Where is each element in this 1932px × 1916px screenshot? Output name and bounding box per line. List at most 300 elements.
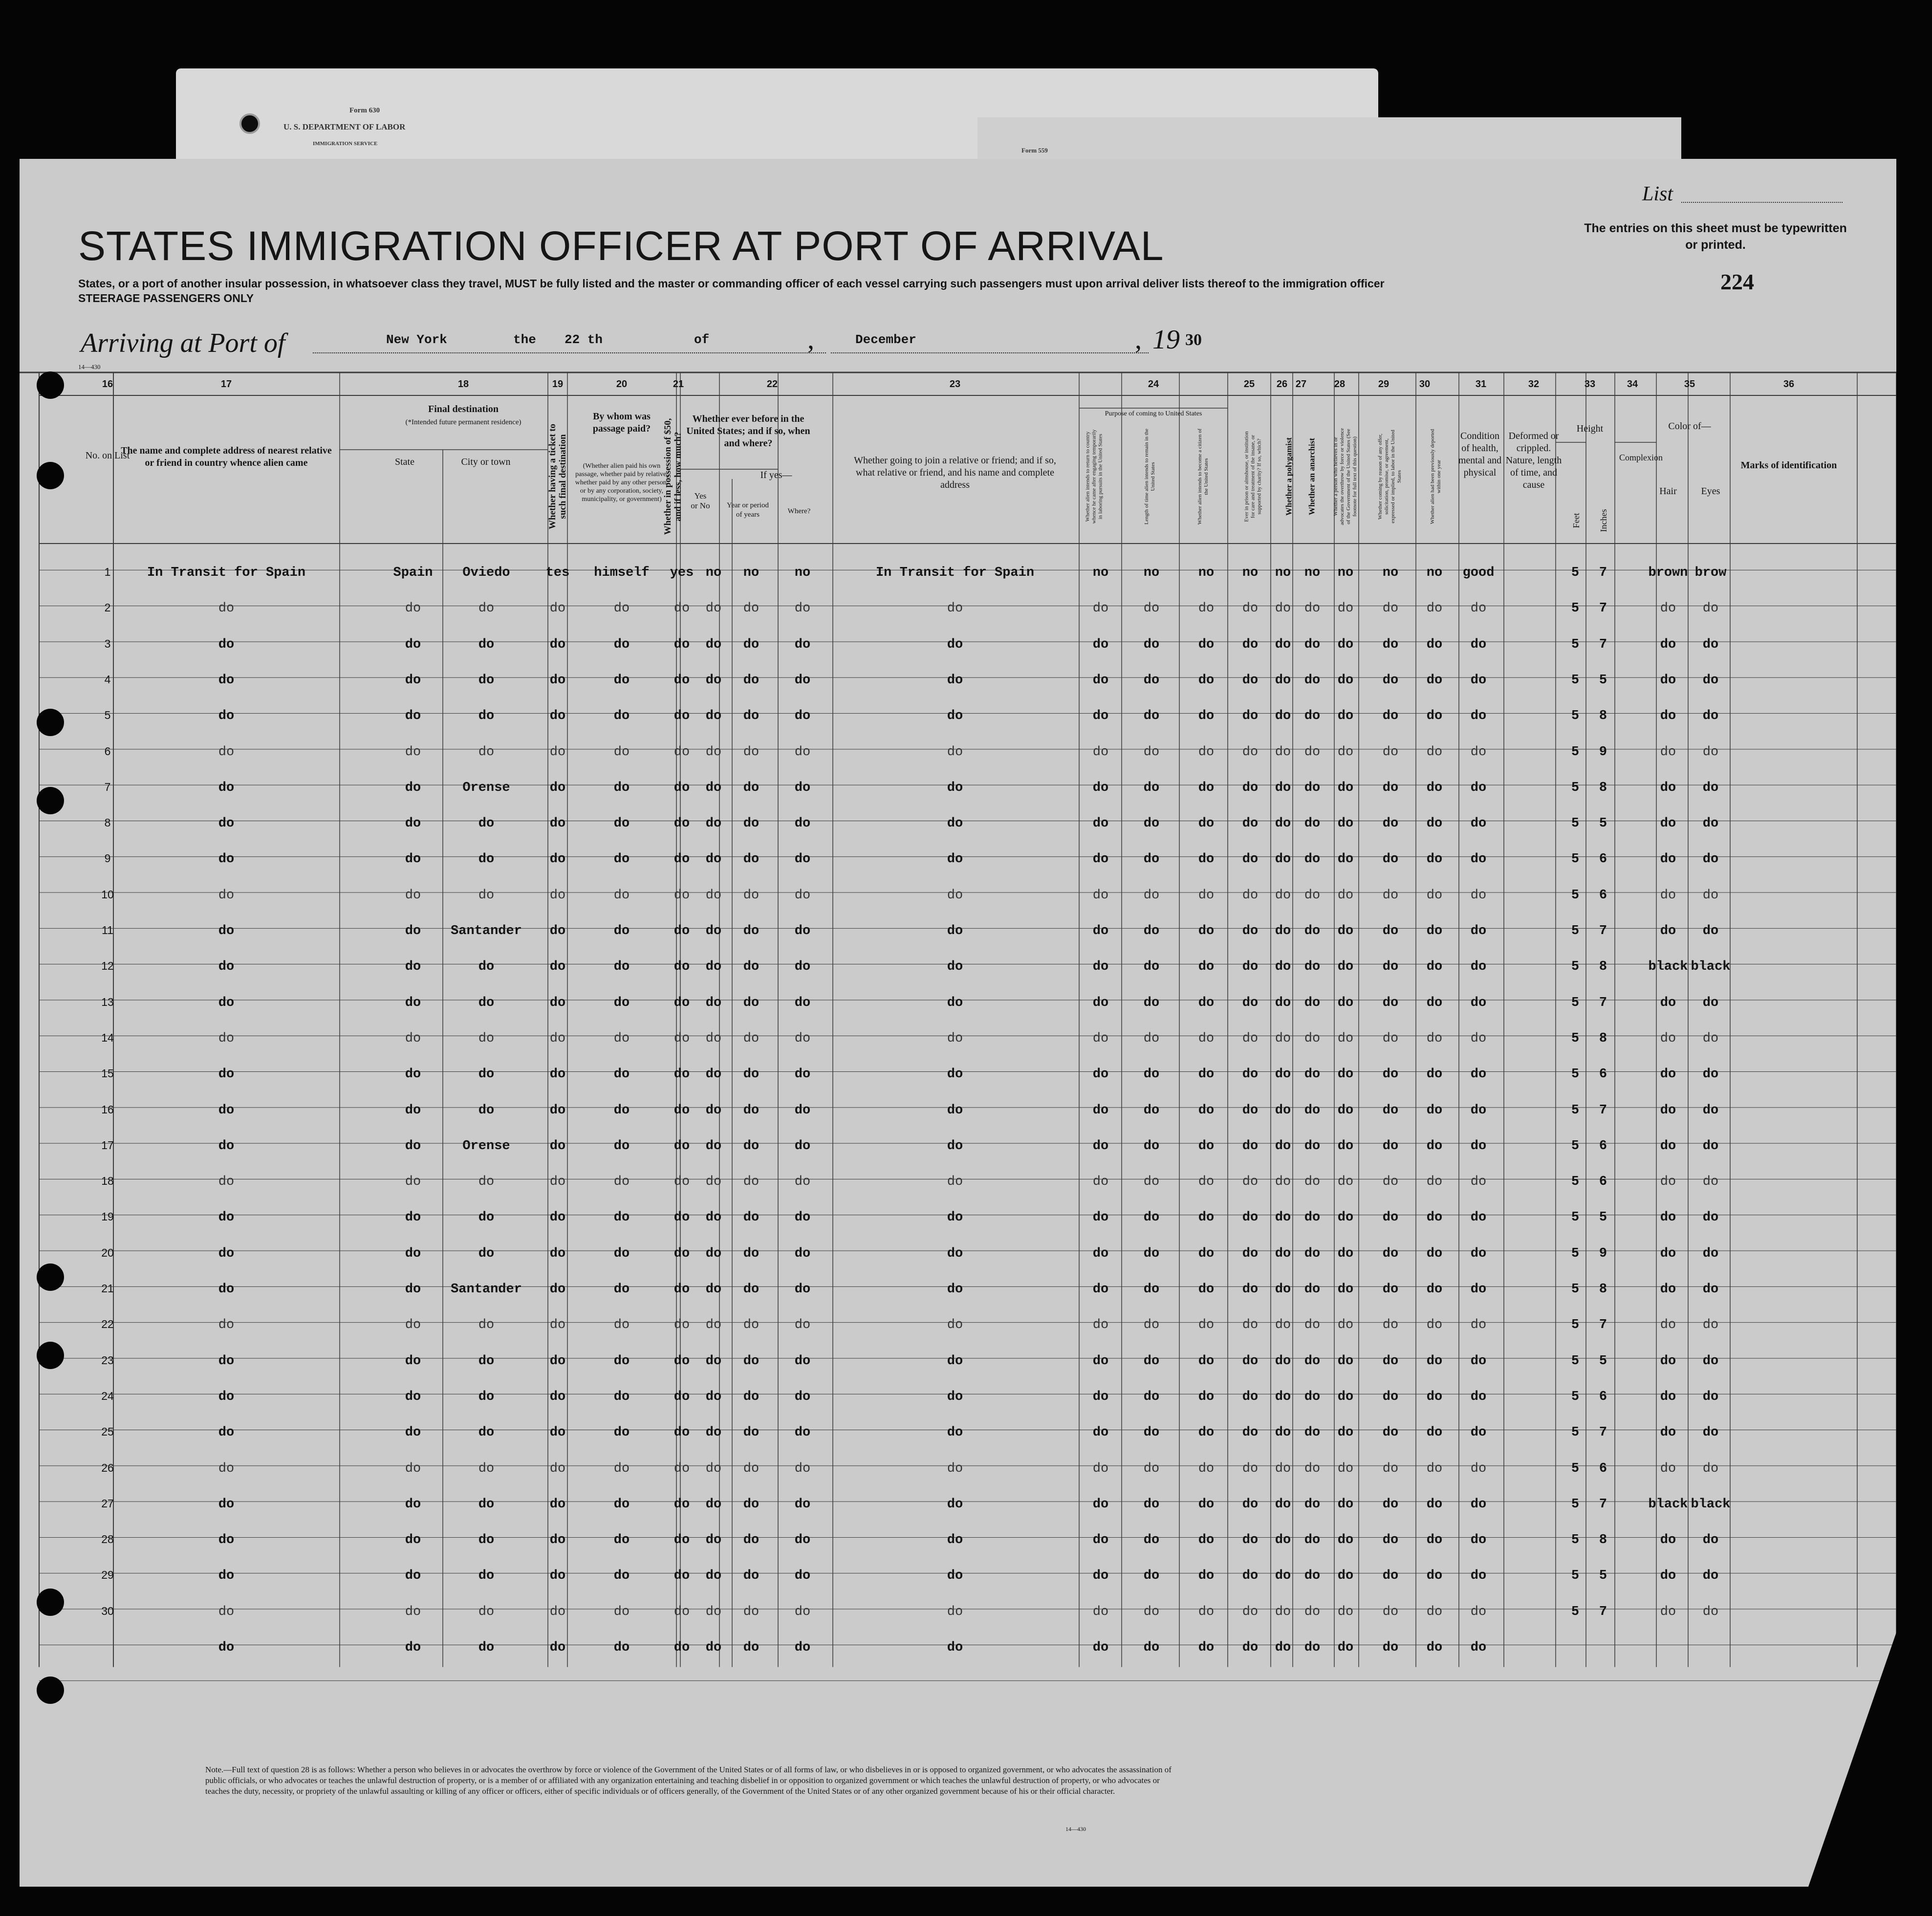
cell-money: do (673, 744, 690, 760)
cell-c27: do (1304, 1568, 1321, 1584)
cell-money: do (673, 1031, 690, 1046)
cell-join: do (947, 959, 963, 975)
cell-c29: do (1382, 1425, 1399, 1440)
cell-state: do (405, 1175, 421, 1190)
cell-c27: do (1304, 709, 1321, 724)
cell-c25: do (1242, 852, 1259, 867)
cell-p24c: do (1198, 816, 1215, 831)
cell-c25: do (1242, 1640, 1259, 1655)
cell-p24c: do (1198, 780, 1215, 795)
cell-ever: do (705, 1389, 722, 1404)
cell-no: 11 (102, 924, 113, 936)
header-deformed: Deformed or crippled. Nature, length of time, and cause (1505, 431, 1562, 490)
cell-city: do (478, 1640, 495, 1655)
cell-c27: do (1304, 924, 1321, 938)
cell-c26: do (1275, 1497, 1291, 1512)
cell-no: 29 (101, 1568, 114, 1582)
cell-relative: do (218, 888, 235, 903)
cell-state: do (405, 637, 421, 652)
cell-feet: 5 (1571, 1318, 1580, 1333)
cell-p24a: do (1092, 1103, 1109, 1118)
cell-city: Orense (462, 780, 510, 795)
cell-money: yes (670, 566, 694, 580)
cell-c30: do (1426, 637, 1443, 652)
cell-period: do (743, 1318, 760, 1333)
cell-c25: do (1242, 1533, 1259, 1548)
cell-c28: do (1337, 1175, 1354, 1190)
cell-p24c: do (1198, 1031, 1215, 1046)
cell-hair: do (1660, 1103, 1676, 1118)
header-polygamist: Whether a polygamist (1284, 437, 1294, 516)
cell-period: do (743, 1533, 760, 1548)
cell-p24b: do (1143, 1461, 1160, 1476)
cell-p24a: do (1092, 1389, 1109, 1404)
cell-c30: do (1426, 852, 1443, 867)
cell-feet: 5 (1571, 1067, 1580, 1082)
cell-relative: do (218, 601, 235, 616)
cell-p24a: do (1092, 852, 1109, 867)
cell-c26: do (1275, 1175, 1291, 1190)
cell-no: 2 (104, 601, 111, 614)
cell-c28: do (1337, 816, 1354, 831)
cell-state: Spain (393, 566, 433, 580)
cell-c25: do (1242, 637, 1259, 652)
cell-money: do (673, 1175, 690, 1190)
cell-join: do (947, 888, 963, 903)
cell-paid: do (613, 1353, 630, 1369)
cell-eyes: do (1702, 924, 1719, 938)
cell-no: 3 (104, 637, 111, 650)
cell-relative: do (218, 1604, 235, 1619)
cell-c28: do (1337, 1246, 1354, 1261)
cell-period: do (743, 673, 760, 688)
cell-health: do (1470, 673, 1487, 688)
column-number: 26 (1276, 379, 1288, 390)
cell-c25: do (1242, 1103, 1259, 1118)
cell-p24a: no (1092, 566, 1109, 580)
cell-health: do (1470, 959, 1487, 975)
cell-p24b: no (1143, 566, 1160, 580)
cell-no: 9 (104, 852, 111, 865)
cell-no: 1 (104, 566, 111, 578)
cell-p24a: do (1092, 1175, 1109, 1190)
cell-c30: do (1426, 780, 1443, 795)
footnote: Note.—Full text of question 28 is as follows: Whether a person who believes in or advocates the overthrow by force or violence of the Government of the United States or of all forms of law, or who disbelieves in or is opposed to organized government, or who advocates the assassination of public officials, or who advocates or teaches the unlawful destruction of property, or is a member of or affiliated with any organization entertaining and teaching disbelief in or opposition to organized government or which teaches the unlawful destruction of property, or who advocates or teaches the duty, necessity, or propriety of the unlawful assaulting or killing of any officer or officers, either of specific individuals or of officers generally, of the Government of the United States or of any other organized government because of his or their official character. (205, 1765, 1172, 1796)
cell-c26: do (1275, 709, 1291, 724)
cell-city: do (478, 888, 495, 903)
header-relative: The name and complete address of nearest relative or friend in country whence alien came (121, 445, 332, 468)
back-form-department: U. S. DEPARTMENT OF LABOR (283, 122, 406, 131)
cell-ticket: do (549, 816, 566, 831)
cell-relative: do (218, 1389, 235, 1404)
cell-relative: In Transit for Spain (147, 566, 306, 580)
cell-health: do (1470, 1389, 1487, 1404)
cell-health: do (1470, 852, 1487, 867)
cell-join: do (947, 637, 963, 652)
cell-p24a: do (1092, 1067, 1109, 1082)
cell-ever: do (705, 1604, 722, 1619)
cell-feet: 5 (1571, 995, 1580, 1010)
cell-state: do (405, 1282, 421, 1297)
header-no-on-list: No. on List (85, 450, 130, 461)
cell-c26: do (1275, 1568, 1291, 1584)
cell-join: do (947, 1103, 963, 1118)
cell-c30: do (1426, 601, 1443, 616)
cell-ticket: do (549, 1497, 566, 1512)
cell-paid: do (613, 1568, 630, 1584)
cell-join: do (947, 1175, 963, 1190)
cell-c29: do (1382, 637, 1399, 652)
cell-hair: do (1660, 673, 1676, 688)
cell-period: do (743, 852, 760, 867)
cell-c26: do (1275, 1425, 1291, 1440)
punch-hole (37, 1263, 64, 1291)
cell-where: do (794, 1246, 811, 1261)
cell-money: do (673, 1497, 690, 1512)
year-suffix: 30 (1185, 331, 1202, 349)
cell-p24b: do (1143, 1568, 1160, 1584)
cell-ticket: do (549, 637, 566, 652)
header-overthrow: Whether a person who believes in or advocates the overthrow by force or violence of the Government of the United States (See footnote for full text of this question) (1333, 428, 1358, 525)
cell-relative: do (218, 852, 235, 867)
cell-relative: do (218, 780, 235, 795)
cell-p24a: do (1092, 1031, 1109, 1046)
cell-c26: do (1275, 888, 1291, 903)
column-number: 34 (1627, 379, 1638, 390)
cell-c29: do (1382, 816, 1399, 831)
cell-feet: 5 (1571, 1103, 1580, 1118)
cell-money: do (673, 852, 690, 867)
cell-ever: do (705, 673, 722, 688)
cell-state: do (405, 1031, 421, 1046)
cell-no: 27 (101, 1497, 114, 1510)
cell-c27: do (1304, 1604, 1321, 1619)
cell-feet: 5 (1571, 924, 1580, 938)
cell-p24a: do (1092, 1210, 1109, 1225)
cell-p24b: do (1143, 1425, 1160, 1440)
column-number: 32 (1528, 379, 1540, 390)
cell-no: 28 (101, 1533, 114, 1546)
cell-p24c: do (1198, 1175, 1215, 1190)
cell-p24b: do (1143, 1067, 1160, 1082)
cell-where: do (794, 1210, 811, 1225)
cell-period: do (743, 1175, 760, 1190)
cell-where: do (794, 924, 811, 938)
cell-c26: do (1275, 1031, 1291, 1046)
cell-relative: do (218, 709, 235, 724)
cell-health: do (1470, 1067, 1487, 1082)
cell-paid: himself (594, 566, 650, 580)
cell-health: do (1470, 1031, 1487, 1046)
cell-c27: do (1304, 1246, 1321, 1261)
cell-state: do (405, 1389, 421, 1404)
table-grid (20, 159, 1896, 1887)
cell-relative: do (218, 816, 235, 831)
cell-health: do (1470, 1604, 1487, 1619)
cell-p24c: do (1198, 601, 1215, 616)
cell-ever: do (705, 1640, 722, 1655)
cell-hair: black (1648, 1497, 1688, 1512)
header-where: Where? (787, 507, 811, 515)
cell-p24c: do (1198, 744, 1215, 760)
cell-c28: do (1337, 852, 1354, 867)
header-inches: Inches (1599, 509, 1608, 532)
cell-money: do (673, 1604, 690, 1619)
cell-ticket: tes (545, 566, 570, 580)
cell-p24a: do (1092, 601, 1109, 616)
cell-period: do (743, 709, 760, 724)
port-name: New York (386, 332, 447, 347)
cell-p24c: do (1198, 1497, 1215, 1512)
cell-money: do (673, 780, 690, 795)
cell-eyes: do (1702, 601, 1719, 616)
cell-p24b: do (1143, 816, 1160, 831)
cell-c25: no (1242, 566, 1259, 580)
cell-c30: do (1426, 1318, 1443, 1333)
cell-state: do (405, 601, 421, 616)
cell-no: 7 (104, 780, 111, 793)
cell-period: do (743, 1067, 760, 1082)
cell-hair: do (1660, 1425, 1676, 1440)
cell-c30: do (1426, 1282, 1443, 1297)
cell-ever: do (705, 744, 722, 760)
cell-hair: do (1660, 1604, 1676, 1619)
cell-c29: do (1382, 1282, 1399, 1297)
cell-p24a: do (1092, 888, 1109, 903)
cell-ticket: do (549, 1353, 566, 1369)
cell-where: do (794, 1425, 811, 1440)
cell-health: do (1470, 1175, 1487, 1190)
cell-health: do (1470, 1210, 1487, 1225)
cell-c28: do (1337, 1103, 1354, 1118)
cell-c26: do (1275, 1640, 1291, 1655)
cell-eyes: do (1702, 1031, 1719, 1046)
cell-ticket: do (549, 1175, 566, 1190)
cell-c27: do (1304, 1353, 1321, 1369)
cell-p24c: do (1198, 1461, 1215, 1476)
cell-hair: do (1660, 1067, 1676, 1082)
cell-join: do (947, 1282, 963, 1297)
cell-period: do (743, 1389, 760, 1404)
header-prison: Ever in prison or almshouse, or institution for care and treatment of the insane, or supported by charity? If so, which? (1243, 431, 1262, 522)
cell-c30: do (1426, 1246, 1443, 1261)
cell-health: do (1470, 709, 1487, 724)
cell-c29: do (1382, 1318, 1399, 1333)
cell-p24c: do (1198, 924, 1215, 938)
column-number: 33 (1584, 379, 1596, 390)
cell-c30: do (1426, 1103, 1443, 1118)
cell-paid: do (613, 637, 630, 652)
cell-state: do (405, 1640, 421, 1655)
cell-join: do (947, 995, 963, 1010)
cell-ever: do (705, 1031, 722, 1046)
cell-money: do (673, 709, 690, 724)
cell-ever: do (705, 1138, 722, 1154)
cell-c27: do (1304, 1031, 1321, 1046)
cell-ever: do (705, 780, 722, 795)
cell-health: do (1470, 601, 1487, 616)
cell-health: do (1470, 744, 1487, 760)
cell-no: 16 (101, 1103, 114, 1116)
cell-money: do (673, 1138, 690, 1154)
cell-no: 18 (101, 1175, 114, 1188)
cell-c25: do (1242, 1282, 1259, 1297)
cell-p24a: do (1092, 924, 1109, 938)
header-deported: Whether alien had been previously deported within one year (1430, 429, 1442, 524)
cell-inches: 6 (1599, 1138, 1607, 1154)
cell-c29: do (1382, 1175, 1399, 1190)
cell-no: 14 (101, 1031, 114, 1044)
cell-state: do (405, 1533, 421, 1548)
cell-p24a: do (1092, 744, 1109, 760)
cell-c27: do (1304, 1138, 1321, 1154)
cell-paid: do (613, 1210, 630, 1225)
column-number: 31 (1475, 379, 1487, 390)
cell-c27: do (1304, 995, 1321, 1010)
cell-money: do (673, 1067, 690, 1082)
header-purpose: Purpose of coming to United States (1105, 410, 1202, 417)
cell-ever: do (705, 601, 722, 616)
cell-eyes: do (1702, 852, 1719, 867)
cell-health: do (1470, 1568, 1487, 1584)
cell-paid: do (613, 924, 630, 938)
cell-paid: do (613, 1138, 630, 1154)
cell-feet: 5 (1571, 816, 1580, 831)
header-passage-paid-note: (Whether alien paid his own passage, whether paid by relative, whether paid by any other person, or by any corporation, society, municipality, or government) (575, 462, 669, 503)
cell-city: Santander (451, 1282, 522, 1297)
cell-hair: do (1660, 1318, 1676, 1333)
cell-c25: do (1242, 1318, 1259, 1333)
cell-c27: do (1304, 601, 1321, 616)
cell-c28: do (1337, 1210, 1354, 1225)
cell-ever: do (705, 1318, 722, 1333)
cell-ever: do (705, 709, 722, 724)
cell-hair: do (1660, 1282, 1676, 1297)
cell-no: 20 (101, 1246, 114, 1259)
cell-c30: do (1426, 959, 1443, 975)
cell-c29: do (1382, 1246, 1399, 1261)
cell-join: do (947, 1533, 963, 1548)
year-prefix: 19 (1152, 325, 1180, 355)
back-form-number-2: Form 559 (1021, 147, 1048, 154)
cell-where: do (794, 1640, 811, 1655)
cell-p24a: do (1092, 1282, 1109, 1297)
cell-relative: do (218, 1568, 235, 1584)
cell-paid: do (613, 601, 630, 616)
cell-c28: do (1337, 1425, 1354, 1440)
cell-health: do (1470, 1640, 1487, 1655)
cell-money: do (673, 1389, 690, 1404)
header-join-relative: Whether going to join a relative or friend; and if so, what relative or friend, and his name and complete address (854, 455, 1056, 490)
cell-c25: do (1242, 1389, 1259, 1404)
cell-c29: do (1382, 959, 1399, 975)
cell-health: do (1470, 995, 1487, 1010)
cell-inches: 8 (1599, 1533, 1607, 1548)
header-yes-no: Yes or No (691, 491, 710, 510)
cell-c27: do (1304, 744, 1321, 760)
cell-p24a: do (1092, 1568, 1109, 1584)
arriving-label: Arriving at Port of (81, 328, 285, 358)
cell-c26: do (1275, 852, 1291, 867)
cell-ticket: do (549, 1568, 566, 1584)
cell-hair: do (1660, 816, 1676, 831)
cell-city: do (478, 1318, 495, 1333)
cell-p24b: do (1143, 1389, 1160, 1404)
cell-state: do (405, 709, 421, 724)
cell-c25: do (1242, 1138, 1259, 1154)
cell-c30: do (1426, 1067, 1443, 1082)
cell-c29: do (1382, 1067, 1399, 1082)
cell-c27: do (1304, 780, 1321, 795)
cell-ever: do (705, 1210, 722, 1225)
cell-period: do (743, 995, 760, 1010)
header-money: Whether in possession of $50, and if less, how much? (663, 418, 683, 535)
cell-city: do (478, 673, 495, 688)
punch-hole (37, 787, 64, 814)
cell-where: do (794, 1138, 811, 1154)
header-period: Year or period of years (727, 501, 769, 519)
cell-money: do (673, 1103, 690, 1118)
cell-where: do (794, 1389, 811, 1404)
cell-c25: do (1242, 601, 1259, 616)
cell-c29: do (1382, 1640, 1399, 1655)
cell-health: do (1470, 637, 1487, 652)
subtitle-line-2: STEERAGE PASSENGERS ONLY (78, 292, 254, 305)
cell-hair: do (1660, 1210, 1676, 1225)
cell-hair: do (1660, 1533, 1676, 1548)
cell-eyes: do (1702, 1353, 1719, 1369)
cell-eyes: do (1702, 1425, 1719, 1440)
header-height: Height (1576, 423, 1604, 434)
column-number: 28 (1334, 379, 1346, 390)
cell-c30: do (1426, 1497, 1443, 1512)
cell-no: 10 (101, 888, 114, 901)
cell-feet: 5 (1571, 1533, 1580, 1548)
cell-inches: 6 (1599, 1389, 1607, 1404)
cell-paid: do (613, 780, 630, 795)
cell-join: do (947, 1604, 963, 1619)
cell-paid: do (613, 1425, 630, 1440)
cell-c28: do (1337, 888, 1354, 903)
cell-city: do (478, 744, 495, 760)
cell-feet: 5 (1571, 1604, 1580, 1619)
cell-c25: do (1242, 1461, 1259, 1476)
cell-join: do (947, 1031, 963, 1046)
cell-inches: 9 (1599, 1246, 1607, 1261)
cell-c27: do (1304, 852, 1321, 867)
cell-p24a: do (1092, 709, 1109, 724)
cell-period: do (743, 780, 760, 795)
cell-paid: do (613, 995, 630, 1010)
cell-c27: do (1304, 1318, 1321, 1333)
cell-p24c: do (1198, 1210, 1215, 1225)
punch-hole (37, 1342, 64, 1369)
cell-health: do (1470, 1497, 1487, 1512)
cell-state: do (405, 1210, 421, 1225)
cell-state: do (405, 1246, 421, 1261)
cell-inches: 5 (1599, 1568, 1607, 1584)
cell-eyes: do (1702, 1138, 1719, 1154)
cell-c28: do (1337, 1533, 1354, 1548)
cell-join: do (947, 816, 963, 831)
cell-c28: do (1337, 1568, 1354, 1584)
header-ever-before: Whether ever before in the United States; and if so, when and where? (686, 414, 810, 449)
cell-eyes: do (1702, 1282, 1719, 1297)
cell-c29: do (1382, 673, 1399, 688)
cell-feet: 5 (1571, 1425, 1580, 1440)
cell-city: Oviedo (462, 566, 510, 580)
cell-hair: do (1660, 852, 1676, 867)
